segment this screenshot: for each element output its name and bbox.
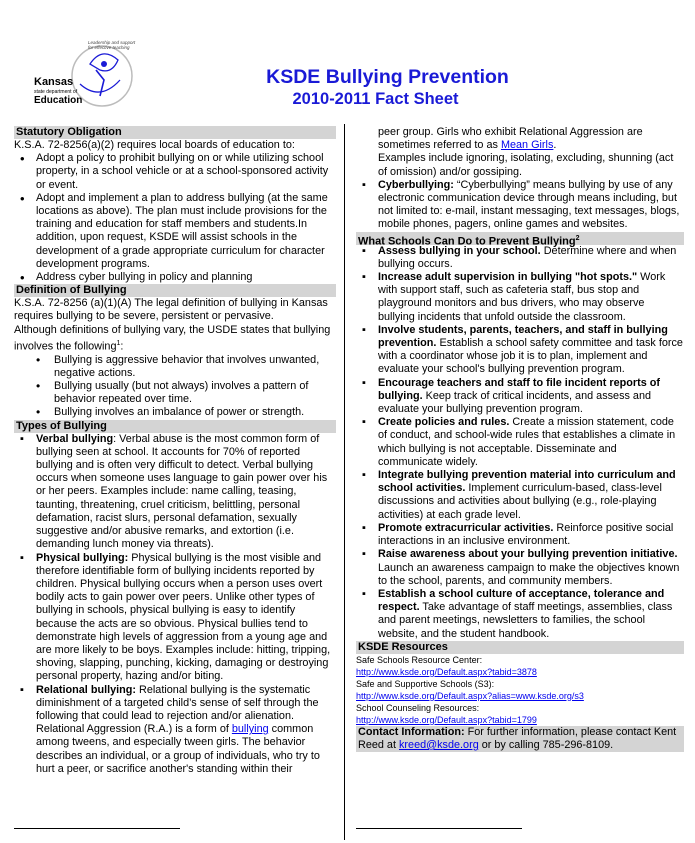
list-item (356, 271, 684, 324)
list-item (356, 416, 684, 469)
definition-legal: K.S.A. 72-8256 (a)(1)(A) The legal definition of bullying in Kansas requires bullying to be severe, persistent or pervasive. (14, 297, 328, 323)
item-text: Work with support staff, such as cafeteria staff, bus stop and playground monitors and bus drivers, who may observe bullying incidents that unfold outside the classroom. (378, 271, 666, 323)
logo-word-kansas: Kansas (34, 76, 74, 88)
relational-cont-text: peer group. Girls who exhibit Relational Aggression are sometimes referred to as (378, 126, 643, 152)
item-bold: Promote extracurricular activities. (378, 521, 554, 534)
types-heading: Types of Bullying (14, 420, 336, 433)
physical-label: Physical bullying: (36, 551, 129, 564)
list-item: • Bullying usually (but not always) involves a pattern of behavior repeated over time. (14, 380, 336, 406)
relational-continued (356, 126, 684, 179)
list-item: • Address cyber bullying in policy and planning (14, 271, 336, 284)
item-bold: Encourage teachers and staff to file incident reports of bullying. (378, 376, 660, 402)
verbal-label: Verbal bullying (36, 432, 114, 445)
resource-label: Safe Schools Resource Center: (356, 654, 483, 665)
statutory-heading: Statutory Obligation (14, 126, 336, 139)
item-text: Implement curriculum-based, class-level discussions and activities about bullying (e.g., role-playing activities) at each grade level. (378, 482, 662, 521)
list-item (356, 377, 684, 417)
prevent-heading-text: What Schools Can Do to Prevent Bullying (358, 235, 576, 248)
physical-bullying-item (14, 552, 336, 684)
page-title: KSDE Bullying Prevention (266, 66, 509, 88)
right-column (356, 126, 684, 752)
list-item (356, 548, 684, 588)
contact-label: Contact Information: (358, 725, 465, 738)
prevent-list (356, 245, 684, 641)
item-text: Reinforce positive social interactions in an inclusive environment. (378, 521, 674, 548)
item-bold: Involve students, parents, teachers, and staff in bullying prevention. (378, 323, 668, 350)
item-text: Keep track of critical incidents, and assess and evaluate your bullying prevention program. (378, 389, 652, 416)
contact-box (356, 726, 684, 752)
definition-usde-text: Although definitions of bullying vary, the USDE states that bullying involves the following (14, 323, 331, 353)
item-text: Create a mission statement, code of conduct, and school-wide rules that establishes a climate in which bullying is not acceptable. Disseminate and communicate widely. (378, 416, 676, 468)
resources-list (356, 654, 684, 726)
relational-text: Relational bullying is the systematic diminishment of a targeted child’s sense of self through the following that could lead to rejection and/or alienation. Relational Aggression (R.A.) is a form of (36, 683, 319, 736)
footnote-ref-2: 2 (575, 234, 580, 242)
list-item (356, 469, 684, 522)
item-text: Take advantage of staff meetings, assemblies, class and parent meetings, newsletters to families, the school website, and the student handbook. (378, 601, 673, 640)
definition-usde-colon: : (120, 340, 124, 353)
footnote-rule-left (14, 828, 180, 829)
physical-text: Physical bullying is the most visible and therefore identifiable form of bullying incidents reported by children. Physical bullying occurs when a person uses overt bodily acts to gain power over peers. Unlike other types of bullying in schools, physical bullying is easy to identify because the acts are so obvious. Physical bullies tend to demonstrate high levels of aggression from a young age and are more likely to be boys. Examples include: hitting, tripping, shoving, slapping, punching, kicking, damaging or destroying personal property, hazing and/or biting. (36, 551, 331, 683)
relational-label: Relational bullying: (36, 683, 137, 696)
list-item: • Bullying involves an imbalance of power or strength. (14, 406, 336, 419)
relational-cont-period: . (553, 139, 557, 152)
s3-link[interactable]: http://www.ksde.org/Default.aspx?alias=www.ksde.org/s3 (356, 690, 584, 701)
resource-label: School Counseling Resources: (356, 702, 480, 713)
cyber-list (356, 179, 684, 232)
statutory-intro: K.S.A. 72-8256(a)(2) requires local boards of education to: (14, 139, 295, 151)
definition-usde (14, 324, 336, 354)
footnote-rule-right (356, 828, 522, 829)
logo-arc-text: Leadership and support for effective teaching (88, 40, 136, 50)
types-list (14, 433, 336, 776)
list-item (356, 245, 684, 271)
list-item: • Bullying is aggressive behavior that involves unwanted, negative actions. (14, 354, 336, 380)
email-link[interactable]: kreed@ksde.org (399, 738, 479, 751)
cyber-text: “Cyberbullying” means bullying by use of any electronic communication device through means including, but not limited to: e-mail, instant messaging, text messages, blogs, mobile phones, pagers, online games and websites. (378, 178, 680, 231)
contact-text: For further information, please contact Kent Reed at (358, 725, 677, 751)
contact-phone-text: or by calling 785-296-8109. (478, 738, 614, 751)
prevent-heading (356, 232, 684, 248)
list-item (356, 324, 684, 377)
logo-word-education: Education (34, 95, 83, 106)
list-item (356, 588, 684, 641)
resources-heading: KSDE Resources (356, 641, 684, 654)
verbal-bullying-item (14, 433, 336, 552)
statutory-list (14, 152, 336, 284)
item-bold: Assess bullying in your school. (378, 244, 541, 257)
verbal-text: : Verbal abuse is the most common form of bullying seen at school. It accounts for 70% of reported bullying and is often very difficult to detect. Verbal bullying occurs when someone uses language to gain power over his or her peers. Examples include: name calling, teasing, taunting, threatening, cruel criticism, belittling, personal defamation, racist slurs, personal defamation, sexually suggestive and/or abusive remarks, and extortion (i.e. demanding lunch money via threats). (36, 432, 328, 551)
item-bold: Establish a school culture of acceptance, tolerance and respect. (378, 587, 665, 614)
list-item (356, 522, 684, 548)
cyber-label: Cyberbullying: (378, 178, 454, 191)
page-subtitle: 2010-2011 Fact Sheet (292, 90, 459, 108)
item-text: Establish a school safety committee and task force with a coordinator whose job it is to plan, implement and evaluate your school's bullying prevention program. (378, 337, 683, 376)
item-bold: Integrate bullying prevention material into curriculum and school activities. (378, 469, 676, 495)
mean-girls-link[interactable]: Mean Girls (500, 139, 554, 152)
cyberbullying-item (356, 179, 684, 232)
list-item: • Adopt a policy to prohibit bullying on or while utilizing school property, in a school vehicle or at a school-sponsored activity or event. (14, 152, 336, 192)
item-bold: Create policies and rules. (378, 416, 510, 429)
relational-text-cont: common among tweens, and especially tween girls. The behavior describes an individual, or a group of individuals, who try to hurt a peer, or sacrifice another's standing within their (36, 723, 320, 775)
bullying-link[interactable]: bullying (231, 723, 269, 736)
definition-heading: Definition of Bullying (14, 284, 336, 297)
item-text: Determine where and when bullying occurs. (378, 244, 677, 270)
item-bold: Increase adult supervision in bullying "hot spots." (378, 271, 638, 284)
left-column (14, 126, 336, 776)
resource-label: Safe and Supportive Schools (S3): (356, 678, 495, 689)
relational-examples: Examples include ignoring, isolating, excluding, shunning (act of omission) and/or gossiping. (378, 152, 674, 178)
column-divider (344, 124, 345, 840)
safe-schools-link[interactable]: http://www.ksde.org/Default.aspx?tabid=3878 (356, 666, 537, 677)
definition-list (14, 354, 336, 420)
relational-bullying-item (14, 684, 336, 776)
item-text: Launch an awareness campaign to make the objectives known to the school, parents, and community members. (378, 561, 680, 587)
school-counseling-link[interactable]: http://www.ksde.org/Default.aspx?tabid=1799 (356, 714, 537, 725)
logo-word-state: state department of (34, 89, 78, 95)
footnote-ref-1: 1 (116, 339, 121, 347)
list-item: • Adopt and implement a plan to address bullying (at the same locations as above). The plan must include provisions for the training and education for staff members and students.In addition, upon request, KSDE will assist schools in the development of a grade appropriate curriculum for character development programs. (14, 192, 336, 271)
item-bold: Raise awareness about your bullying prevention initiative. (378, 548, 678, 561)
